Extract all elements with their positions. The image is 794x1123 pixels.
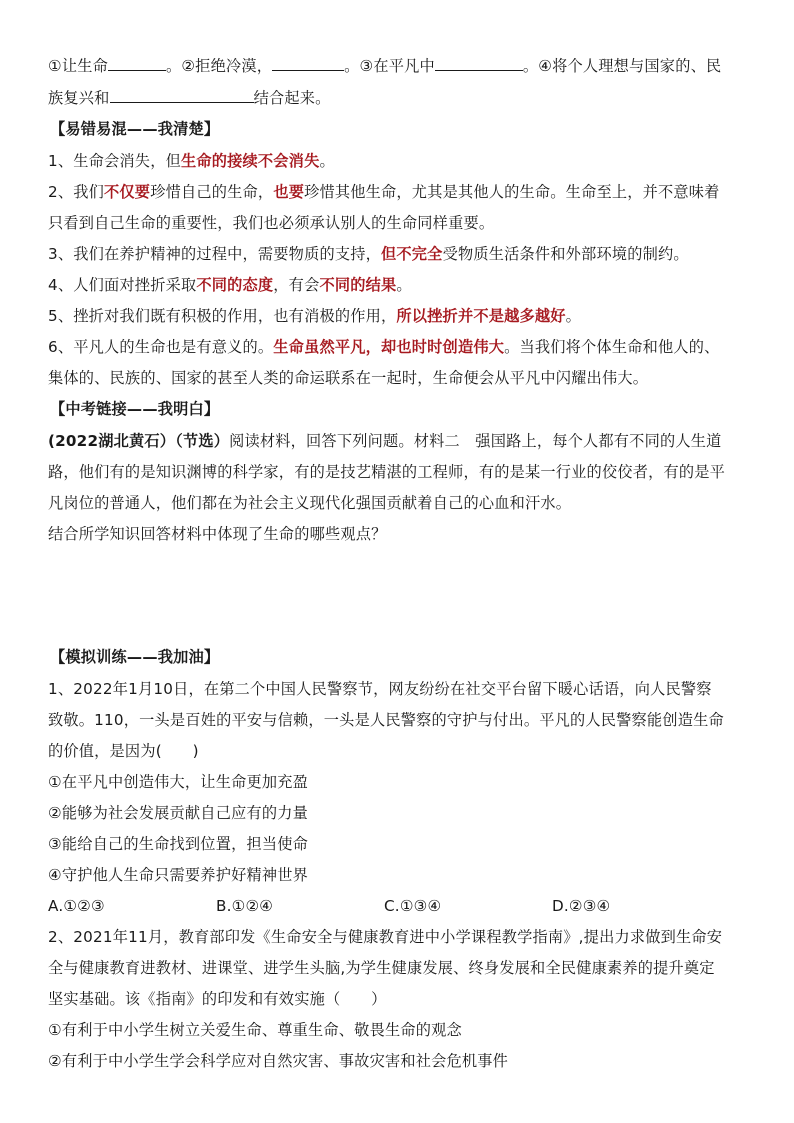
summary-text: ①让生命 [48, 57, 108, 75]
fill-blank-4[interactable] [110, 88, 254, 103]
summary-text: 。②拒绝冷漠， [165, 57, 273, 75]
confusion-item-3 [48, 244, 748, 264]
body-text: 。当我们将个体生命和他人的、 [504, 338, 720, 356]
body-text: 1、生命会消失，但 [48, 152, 181, 170]
choice-b[interactable]: B.①②④ [216, 897, 274, 915]
confusion-item-6-cont [48, 368, 748, 388]
body-text: 6、平凡人的生命也是有意义的。 [48, 338, 274, 356]
q1-option-4: ④守护他人生命只需要养护好精神世界 [48, 866, 309, 884]
q2-stem-line-2: 全与健康教育进教材、进课堂、进学生头脑,为学生健康发展、终身发展和全民健康素养的提升奠定 [48, 959, 715, 977]
q1-stem-line-1: 1、2022年1月10日，在第二个中国人民警察节，网友纷纷在社交平台留下暖心话语，向人民警察 [48, 680, 712, 698]
fill-blank-2[interactable] [272, 56, 344, 71]
exam-question: 结合所学知识回答材料中体现了生命的哪些观点？ [48, 525, 387, 543]
emphasis-text: 不同的结果 [319, 276, 397, 294]
confusion-item-2-cont [48, 213, 748, 233]
emphasis-text: 所以挫折并不是越多越好 [396, 307, 566, 325]
summary-text: 。③在平凡中 [344, 57, 435, 75]
emphasis-text: 不同的态度 [196, 276, 274, 294]
confusion-item-1 [48, 151, 748, 171]
confusion-item-2 [48, 182, 748, 202]
emphasis-text: 不仅要 [104, 183, 151, 201]
choice-c[interactable]: C.①③④ [384, 897, 442, 915]
exam-source: (2022湖北黄石）（节选） [48, 432, 230, 450]
confusion-item-4 [48, 275, 748, 295]
body-text: 2、我们 [48, 183, 105, 201]
exam-material-line-1 [48, 431, 748, 451]
summary-text: 结合起来。 [253, 89, 331, 107]
q2-stem-line-1: 2、2021年11月，教育部印发《生命安全与健康教育进中小学课程教学指南》,提出力求做到生命安 [48, 928, 723, 946]
q1-option-2: ②能够为社会发展贡献自己应有的力量 [48, 804, 309, 822]
body-text: 3、我们在养护精神的过程中，需要物质的支持， [48, 245, 382, 263]
body-text: 集体的、民族的、国家的甚至人类的命运联系在一起时，生命便会从平凡中闪耀出伟大。 [48, 369, 649, 387]
q2-option-1: ①有利于中小学生树立关爱生命、尊重生命、敬畏生命的观念 [48, 1021, 462, 1039]
confusion-item-5 [48, 306, 748, 326]
q1-option-1: ①在平凡中创造伟大，让生命更加充盈 [48, 773, 309, 791]
section-heading-confusion: 【易错易混——我清楚】 [50, 120, 220, 138]
section-heading-exam: 【中考链接——我明白】 [50, 400, 220, 418]
body-text: 阅读材料，回答下列问题。材料二 强国路上，每个人都有不同的人生道 [229, 432, 722, 450]
emphasis-text: 生命虽然平凡，却也时时创造伟大 [273, 338, 505, 356]
body-text: 。 [565, 307, 582, 325]
choice-a[interactable]: A.①②③ [48, 897, 105, 915]
fill-blank-3[interactable] [435, 56, 523, 71]
q2-option-2: ②有利于中小学生学会科学应对自然灾害、事故灾害和社会危机事件 [48, 1052, 509, 1070]
body-text: 受物质生活条件和外部环境的制约。 [442, 245, 689, 263]
fill-blank-1[interactable] [108, 56, 166, 71]
summary-line-2 [48, 88, 748, 108]
body-text: 珍惜自己的生命， [150, 183, 274, 201]
confusion-item-6 [48, 337, 748, 357]
body-text: 5、挫折对我们既有积极的作用，也有消极的作用， [48, 307, 397, 325]
q2-stem-line-3: 坚实基础。该《指南》的印发和有效实施（ ） [48, 990, 387, 1008]
emphasis-text: 生命的接续不会消失 [180, 152, 320, 170]
exam-material-line-3: 凡岗位的普通人，他们都在为社会主义现代化强国贡献着自己的心血和汗水。 [48, 494, 572, 512]
q1-stem-line-3: 的价值，是因为( ) [48, 742, 199, 760]
section-heading-practice: 【模拟训练——我加油】 [50, 648, 220, 666]
summary-text: 。④将个人理想与国家的、民 [522, 57, 722, 75]
summary-text: 族复兴和 [48, 89, 110, 107]
exam-material-line-2: 路，他们有的是知识渊博的科学家，有的是技艺精湛的工程师，有的是某一行业的佼佼者，有的是平 [48, 463, 726, 481]
summary-line-1 [48, 56, 748, 76]
choice-d[interactable]: D.②③④ [552, 897, 611, 915]
body-text: 只看到自己生命的重要性，我们也必须承认别人的生命同样重要。 [48, 214, 495, 232]
body-text: 珍惜其他生命，尤其是其他人的生命。生命至上，并不意味着 [304, 183, 720, 201]
body-text: 4、人们面对挫折采取 [48, 276, 197, 294]
q1-stem-line-2: 致敬。110，一头是百姓的平安与信赖，一头是人民警察的守护与付出。平凡的人民警察能创造生命 [48, 711, 724, 729]
body-text: ，有会 [273, 276, 320, 294]
body-text: 。 [396, 276, 412, 294]
emphasis-text: 也要 [273, 183, 305, 201]
emphasis-text: 但不完全 [381, 245, 443, 263]
body-text: 。 [319, 152, 335, 170]
q1-option-3: ③能给自己的生命找到位置，担当使命 [48, 835, 309, 853]
